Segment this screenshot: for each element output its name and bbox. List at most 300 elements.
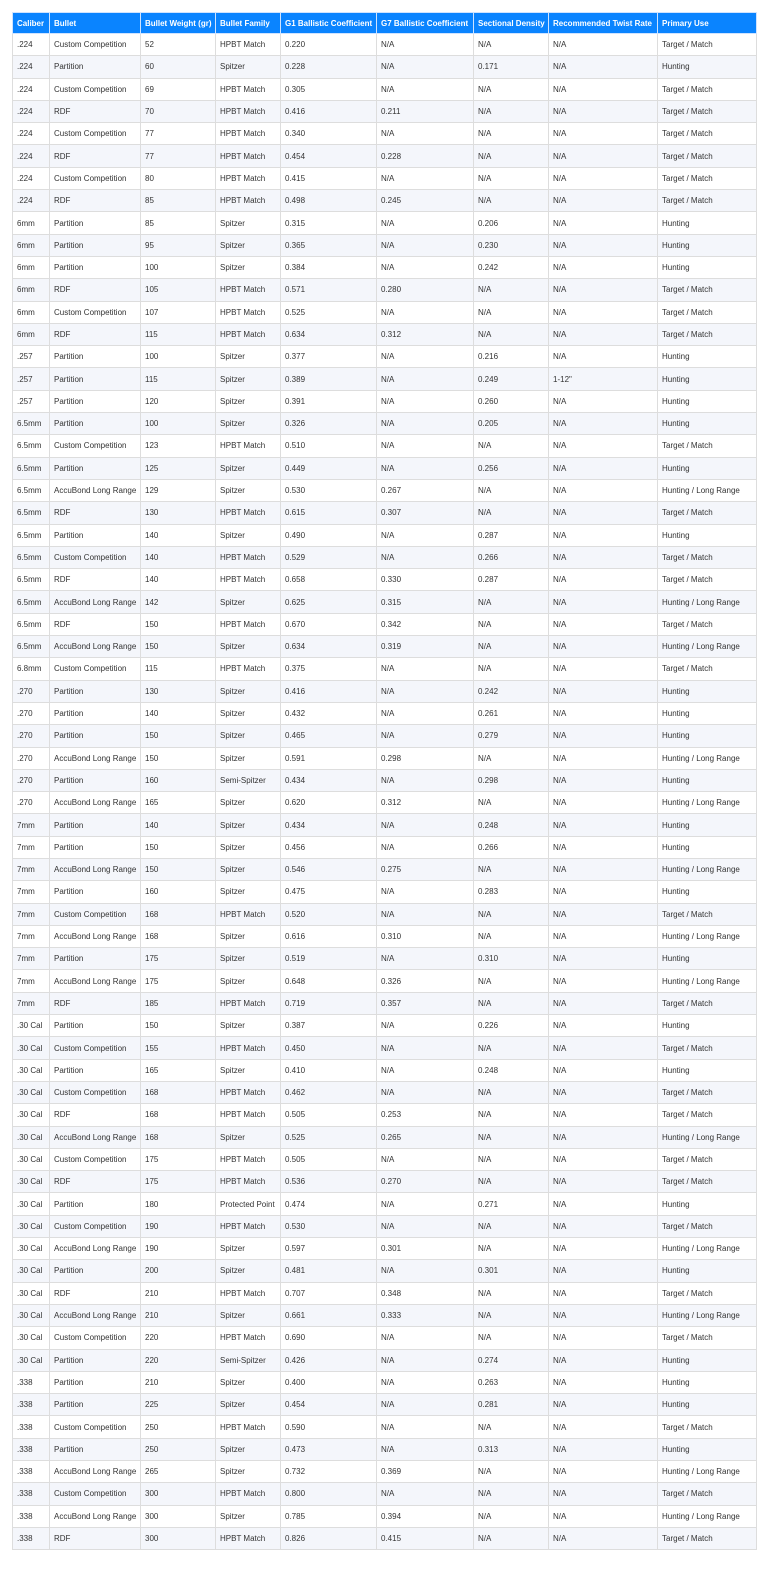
cell-bullet-weight: 210: [141, 1371, 216, 1393]
cell-bullet-weight: 220: [141, 1327, 216, 1349]
cell-g7-bc: 0.315: [377, 591, 474, 613]
cell-twist-rate: N/A: [549, 323, 658, 345]
table-row: [13, 479, 757, 501]
cell-bullet-weight: 190: [141, 1238, 216, 1260]
cell-caliber: .270: [13, 769, 50, 791]
cell-bullet: AccuBond Long Range: [50, 1238, 141, 1260]
cell-primary-use: Target / Match: [658, 323, 757, 345]
cell-g7-bc: 0.312: [377, 323, 474, 345]
cell-sectional-density: N/A: [474, 34, 549, 56]
cell-g1-bc: 0.454: [281, 1394, 377, 1416]
cell-bullet: RDF: [50, 1527, 141, 1549]
cell-g7-bc: 0.280: [377, 279, 474, 301]
cell-sectional-density: 0.261: [474, 702, 549, 724]
cell-g1-bc: 0.732: [281, 1461, 377, 1483]
cell-g7-bc: N/A: [377, 1015, 474, 1037]
cell-sectional-density: 0.274: [474, 1349, 549, 1371]
cell-bullet-weight: 85: [141, 212, 216, 234]
cell-twist-rate: N/A: [549, 1215, 658, 1237]
cell-g1-bc: 0.625: [281, 591, 377, 613]
cell-caliber: .338: [13, 1394, 50, 1416]
cell-g1-bc: 0.661: [281, 1304, 377, 1326]
cell-g7-bc: N/A: [377, 1081, 474, 1103]
cell-bullet: RDF: [50, 1171, 141, 1193]
cell-g1-bc: 0.490: [281, 524, 377, 546]
cell-bullet: AccuBond Long Range: [50, 792, 141, 814]
cell-g7-bc: 0.298: [377, 747, 474, 769]
table-row: [13, 992, 757, 1014]
cell-bullet-family: Spitzer: [216, 1438, 281, 1460]
table-row: [13, 658, 757, 680]
cell-bullet-weight: 130: [141, 680, 216, 702]
cell-g1-bc: 0.340: [281, 123, 377, 145]
cell-primary-use: Target / Match: [658, 658, 757, 680]
column-header-g7-bc[interactable]: G7 Ballistic Coefficient: [377, 13, 474, 34]
cell-caliber: .338: [13, 1461, 50, 1483]
cell-bullet: Partition: [50, 948, 141, 970]
cell-caliber: .224: [13, 167, 50, 189]
cell-bullet-family: Spitzer: [216, 925, 281, 947]
table-row: [13, 1282, 757, 1304]
cell-bullet-family: HPBT Match: [216, 301, 281, 323]
cell-primary-use: Hunting: [658, 524, 757, 546]
cell-twist-rate: N/A: [549, 1260, 658, 1282]
cell-sectional-density: N/A: [474, 1215, 549, 1237]
cell-caliber: .30 Cal: [13, 1081, 50, 1103]
cell-g1-bc: 0.462: [281, 1081, 377, 1103]
cell-bullet-weight: 265: [141, 1461, 216, 1483]
cell-caliber: .30 Cal: [13, 1349, 50, 1371]
table-row: [13, 1171, 757, 1193]
cell-g7-bc: N/A: [377, 34, 474, 56]
cell-g1-bc: 0.658: [281, 569, 377, 591]
table-body: [13, 34, 757, 1550]
cell-g7-bc: 0.326: [377, 970, 474, 992]
cell-bullet-family: Spitzer: [216, 1505, 281, 1527]
cell-g7-bc: 0.211: [377, 100, 474, 122]
cell-bullet-family: Spitzer: [216, 636, 281, 658]
cell-caliber: .30 Cal: [13, 1148, 50, 1170]
cell-bullet: Partition: [50, 725, 141, 747]
cell-g7-bc: 0.301: [377, 1238, 474, 1260]
cell-sectional-density: 0.260: [474, 390, 549, 412]
column-header-twist-rate[interactable]: Recommended Twist Rate: [549, 13, 658, 34]
cell-bullet: RDF: [50, 1104, 141, 1126]
cell-sectional-density: N/A: [474, 1238, 549, 1260]
cell-bullet-weight: 150: [141, 725, 216, 747]
cell-bullet-weight: 107: [141, 301, 216, 323]
cell-sectional-density: 0.216: [474, 346, 549, 368]
cell-bullet-family: HPBT Match: [216, 658, 281, 680]
table-row: [13, 190, 757, 212]
cell-bullet-weight: 300: [141, 1483, 216, 1505]
cell-g1-bc: 0.615: [281, 502, 377, 524]
cell-bullet-family: Spitzer: [216, 1461, 281, 1483]
cell-g1-bc: 0.326: [281, 413, 377, 435]
cell-caliber: 6.5mm: [13, 413, 50, 435]
table-row: [13, 78, 757, 100]
cell-g7-bc: N/A: [377, 167, 474, 189]
cell-g1-bc: 0.454: [281, 145, 377, 167]
table-row: [13, 970, 757, 992]
cell-g7-bc: 0.253: [377, 1104, 474, 1126]
cell-primary-use: Hunting: [658, 814, 757, 836]
cell-twist-rate: N/A: [549, 702, 658, 724]
column-header-bullet-weight[interactable]: Bullet Weight (gr): [141, 13, 216, 34]
cell-sectional-density: N/A: [474, 167, 549, 189]
table-row: [13, 1527, 757, 1549]
cell-twist-rate: N/A: [549, 457, 658, 479]
cell-bullet: RDF: [50, 323, 141, 345]
table-row: [13, 34, 757, 56]
cell-bullet-family: HPBT Match: [216, 1215, 281, 1237]
column-header-primary-use[interactable]: Primary Use: [658, 13, 757, 34]
cell-g7-bc: N/A: [377, 1438, 474, 1460]
table-row: [13, 145, 757, 167]
cell-g7-bc: N/A: [377, 234, 474, 256]
cell-sectional-density: N/A: [474, 1304, 549, 1326]
cell-bullet-weight: 100: [141, 256, 216, 278]
table-row: [13, 1327, 757, 1349]
cell-primary-use: Hunting / Long Range: [658, 747, 757, 769]
cell-twist-rate: N/A: [549, 1282, 658, 1304]
cell-caliber: .224: [13, 100, 50, 122]
cell-sectional-density: 0.266: [474, 546, 549, 568]
cell-bullet: RDF: [50, 613, 141, 635]
cell-primary-use: Hunting: [658, 413, 757, 435]
cell-primary-use: Target / Match: [658, 78, 757, 100]
table-row: [13, 123, 757, 145]
cell-g7-bc: 0.342: [377, 613, 474, 635]
cell-primary-use: Hunting: [658, 948, 757, 970]
cell-caliber: 6.5mm: [13, 569, 50, 591]
cell-g7-bc: N/A: [377, 78, 474, 100]
cell-caliber: 7mm: [13, 992, 50, 1014]
column-header-bullet[interactable]: Bullet: [50, 13, 141, 34]
table-row: [13, 814, 757, 836]
cell-bullet-family: HPBT Match: [216, 1037, 281, 1059]
cell-caliber: .338: [13, 1505, 50, 1527]
cell-bullet-family: Spitzer: [216, 680, 281, 702]
table-row: [13, 1238, 757, 1260]
cell-bullet-weight: 200: [141, 1260, 216, 1282]
cell-g1-bc: 0.384: [281, 256, 377, 278]
table-row: [13, 792, 757, 814]
column-header-bullet-family[interactable]: Bullet Family: [216, 13, 281, 34]
cell-bullet-weight: 77: [141, 145, 216, 167]
cell-bullet: Partition: [50, 212, 141, 234]
cell-caliber: 6.5mm: [13, 636, 50, 658]
cell-bullet: Partition: [50, 814, 141, 836]
cell-twist-rate: N/A: [549, 346, 658, 368]
cell-primary-use: Target / Match: [658, 569, 757, 591]
cell-g7-bc: 0.369: [377, 1461, 474, 1483]
cell-caliber: 7mm: [13, 903, 50, 925]
cell-twist-rate: N/A: [549, 435, 658, 457]
table-row: [13, 1148, 757, 1170]
table-row: [13, 858, 757, 880]
cell-primary-use: Hunting: [658, 212, 757, 234]
cell-bullet-weight: 60: [141, 56, 216, 78]
cell-g7-bc: 0.348: [377, 1282, 474, 1304]
cell-twist-rate: N/A: [549, 858, 658, 880]
cell-g1-bc: 0.387: [281, 1015, 377, 1037]
cell-caliber: 7mm: [13, 836, 50, 858]
cell-bullet-family: Spitzer: [216, 1015, 281, 1037]
cell-twist-rate: N/A: [549, 256, 658, 278]
cell-sectional-density: 0.242: [474, 256, 549, 278]
table-row: [13, 613, 757, 635]
cell-caliber: 6.8mm: [13, 658, 50, 680]
column-header-g1-bc[interactable]: G1 Ballistic Coefficient: [281, 13, 377, 34]
cell-sectional-density: N/A: [474, 479, 549, 501]
cell-bullet: AccuBond Long Range: [50, 858, 141, 880]
cell-caliber: .30 Cal: [13, 1327, 50, 1349]
column-header-sectional-density[interactable]: Sectional Density: [474, 13, 549, 34]
cell-caliber: 6.5mm: [13, 613, 50, 635]
cell-bullet-family: Spitzer: [216, 368, 281, 390]
cell-g7-bc: 0.357: [377, 992, 474, 1014]
cell-twist-rate: N/A: [549, 212, 658, 234]
cell-bullet: Custom Competition: [50, 1483, 141, 1505]
cell-bullet-family: Spitzer: [216, 524, 281, 546]
cell-g7-bc: N/A: [377, 881, 474, 903]
cell-primary-use: Hunting: [658, 1349, 757, 1371]
cell-bullet: Custom Competition: [50, 658, 141, 680]
table-row: [13, 881, 757, 903]
cell-bullet-weight: 175: [141, 948, 216, 970]
cell-bullet-weight: 150: [141, 747, 216, 769]
cell-twist-rate: N/A: [549, 970, 658, 992]
cell-bullet-family: HPBT Match: [216, 123, 281, 145]
cell-caliber: 6mm: [13, 256, 50, 278]
cell-bullet-family: HPBT Match: [216, 279, 281, 301]
cell-bullet: Partition: [50, 390, 141, 412]
table-row: [13, 1260, 757, 1282]
cell-primary-use: Target / Match: [658, 1282, 757, 1304]
table-row: [13, 256, 757, 278]
table-row: [13, 323, 757, 345]
cell-bullet-family: Spitzer: [216, 702, 281, 724]
cell-bullet-weight: 168: [141, 903, 216, 925]
cell-g1-bc: 0.530: [281, 1215, 377, 1237]
cell-primary-use: Hunting / Long Range: [658, 792, 757, 814]
cell-primary-use: Target / Match: [658, 903, 757, 925]
cell-caliber: 7mm: [13, 970, 50, 992]
cell-sectional-density: N/A: [474, 435, 549, 457]
cell-sectional-density: 0.287: [474, 524, 549, 546]
cell-bullet: Custom Competition: [50, 167, 141, 189]
cell-sectional-density: N/A: [474, 1171, 549, 1193]
cell-sectional-density: N/A: [474, 100, 549, 122]
cell-twist-rate: N/A: [549, 167, 658, 189]
cell-g1-bc: 0.571: [281, 279, 377, 301]
cell-g7-bc: N/A: [377, 1260, 474, 1282]
cell-twist-rate: N/A: [549, 390, 658, 412]
cell-g1-bc: 0.377: [281, 346, 377, 368]
cell-g7-bc: 0.319: [377, 636, 474, 658]
cell-g1-bc: 0.228: [281, 56, 377, 78]
cell-bullet: Partition: [50, 1349, 141, 1371]
cell-bullet-family: Spitzer: [216, 1126, 281, 1148]
cell-bullet-weight: 140: [141, 524, 216, 546]
cell-bullet-weight: 220: [141, 1349, 216, 1371]
cell-bullet: Partition: [50, 368, 141, 390]
cell-primary-use: Target / Match: [658, 145, 757, 167]
cell-bullet-weight: 85: [141, 190, 216, 212]
cell-twist-rate: N/A: [549, 1461, 658, 1483]
cell-g1-bc: 0.426: [281, 1349, 377, 1371]
table-row: [13, 234, 757, 256]
cell-bullet: Partition: [50, 769, 141, 791]
cell-g1-bc: 0.525: [281, 301, 377, 323]
cell-sectional-density: N/A: [474, 1527, 549, 1549]
cell-g7-bc: N/A: [377, 123, 474, 145]
cell-twist-rate: N/A: [549, 1238, 658, 1260]
cell-bullet: Custom Competition: [50, 78, 141, 100]
cell-caliber: .270: [13, 725, 50, 747]
cell-sectional-density: N/A: [474, 1327, 549, 1349]
table-row: [13, 368, 757, 390]
cell-bullet: AccuBond Long Range: [50, 925, 141, 947]
cell-bullet-family: HPBT Match: [216, 78, 281, 100]
cell-sectional-density: N/A: [474, 747, 549, 769]
cell-bullet-weight: 210: [141, 1282, 216, 1304]
table-row: [13, 100, 757, 122]
cell-caliber: 6mm: [13, 323, 50, 345]
cell-twist-rate: N/A: [549, 1438, 658, 1460]
cell-bullet-family: Spitzer: [216, 1238, 281, 1260]
cell-bullet-weight: 175: [141, 970, 216, 992]
table-row: [13, 390, 757, 412]
cell-g7-bc: N/A: [377, 814, 474, 836]
table-row: [13, 1371, 757, 1393]
cell-bullet-family: HPBT Match: [216, 1416, 281, 1438]
cell-twist-rate: N/A: [549, 1416, 658, 1438]
cell-g1-bc: 0.305: [281, 78, 377, 100]
cell-bullet-weight: 300: [141, 1505, 216, 1527]
cell-bullet-weight: 150: [141, 613, 216, 635]
cell-primary-use: Target / Match: [658, 1327, 757, 1349]
table-row: [13, 346, 757, 368]
cell-primary-use: Hunting: [658, 1015, 757, 1037]
cell-bullet-weight: 150: [141, 1015, 216, 1037]
cell-primary-use: Hunting: [658, 1260, 757, 1282]
cell-primary-use: Hunting: [658, 881, 757, 903]
cell-g1-bc: 0.375: [281, 658, 377, 680]
cell-g7-bc: 0.415: [377, 1527, 474, 1549]
table-row: [13, 948, 757, 970]
cell-primary-use: Target / Match: [658, 190, 757, 212]
cell-bullet: Custom Competition: [50, 546, 141, 568]
cell-g7-bc: N/A: [377, 1394, 474, 1416]
cell-sectional-density: N/A: [474, 145, 549, 167]
cell-bullet-weight: 115: [141, 368, 216, 390]
cell-bullet-weight: 168: [141, 1104, 216, 1126]
table-row: [13, 903, 757, 925]
cell-twist-rate: N/A: [549, 725, 658, 747]
cell-primary-use: Target / Match: [658, 1416, 757, 1438]
cell-bullet: Custom Competition: [50, 1327, 141, 1349]
cell-twist-rate: N/A: [549, 903, 658, 925]
cell-g1-bc: 0.410: [281, 1059, 377, 1081]
cell-g1-bc: 0.498: [281, 190, 377, 212]
cell-bullet: Custom Competition: [50, 435, 141, 457]
cell-bullet-family: Spitzer: [216, 256, 281, 278]
table-row: [13, 1193, 757, 1215]
cell-caliber: .224: [13, 190, 50, 212]
cell-bullet: AccuBond Long Range: [50, 636, 141, 658]
cell-g7-bc: N/A: [377, 1059, 474, 1081]
cell-primary-use: Hunting / Long Range: [658, 479, 757, 501]
cell-g1-bc: 0.800: [281, 1483, 377, 1505]
cell-g7-bc: 0.275: [377, 858, 474, 880]
cell-caliber: 6.5mm: [13, 435, 50, 457]
table-row: [13, 1349, 757, 1371]
cell-g7-bc: N/A: [377, 56, 474, 78]
cell-caliber: 6mm: [13, 301, 50, 323]
cell-sectional-density: N/A: [474, 123, 549, 145]
cell-bullet-family: Spitzer: [216, 970, 281, 992]
cell-sectional-density: 0.256: [474, 457, 549, 479]
cell-twist-rate: N/A: [549, 234, 658, 256]
table-row: [13, 524, 757, 546]
cell-bullet-family: Spitzer: [216, 836, 281, 858]
cell-primary-use: Hunting / Long Range: [658, 925, 757, 947]
cell-bullet-family: HPBT Match: [216, 1527, 281, 1549]
cell-twist-rate: N/A: [549, 1394, 658, 1416]
table-row: [13, 502, 757, 524]
cell-caliber: .224: [13, 145, 50, 167]
cell-caliber: .257: [13, 390, 50, 412]
cell-bullet-family: Semi-Spitzer: [216, 1349, 281, 1371]
cell-caliber: .270: [13, 747, 50, 769]
cell-caliber: .30 Cal: [13, 1037, 50, 1059]
table-row: [13, 1059, 757, 1081]
cell-sectional-density: 0.248: [474, 1059, 549, 1081]
cell-g1-bc: 0.220: [281, 34, 377, 56]
cell-bullet-weight: 190: [141, 1215, 216, 1237]
cell-caliber: .30 Cal: [13, 1171, 50, 1193]
table-row: [13, 167, 757, 189]
cell-primary-use: Hunting: [658, 368, 757, 390]
cell-bullet-weight: 185: [141, 992, 216, 1014]
cell-twist-rate: N/A: [549, 279, 658, 301]
cell-twist-rate: N/A: [549, 836, 658, 858]
cell-bullet-family: Spitzer: [216, 234, 281, 256]
cell-bullet-weight: 115: [141, 323, 216, 345]
cell-bullet-weight: 250: [141, 1438, 216, 1460]
cell-bullet-family: Spitzer: [216, 457, 281, 479]
cell-g7-bc: N/A: [377, 1148, 474, 1170]
cell-g1-bc: 0.546: [281, 858, 377, 880]
cell-primary-use: Hunting / Long Range: [658, 858, 757, 880]
column-header-caliber[interactable]: Caliber: [13, 13, 50, 34]
cell-twist-rate: N/A: [549, 1327, 658, 1349]
cell-bullet: Partition: [50, 1193, 141, 1215]
cell-g1-bc: 0.416: [281, 100, 377, 122]
cell-twist-rate: N/A: [549, 658, 658, 680]
cell-bullet: Partition: [50, 1438, 141, 1460]
cell-primary-use: Hunting / Long Range: [658, 970, 757, 992]
cell-caliber: 6.5mm: [13, 479, 50, 501]
cell-primary-use: Hunting: [658, 390, 757, 412]
cell-caliber: 7mm: [13, 881, 50, 903]
table-row: [13, 725, 757, 747]
cell-twist-rate: N/A: [549, 190, 658, 212]
cell-bullet-family: Spitzer: [216, 725, 281, 747]
cell-primary-use: Hunting / Long Range: [658, 591, 757, 613]
